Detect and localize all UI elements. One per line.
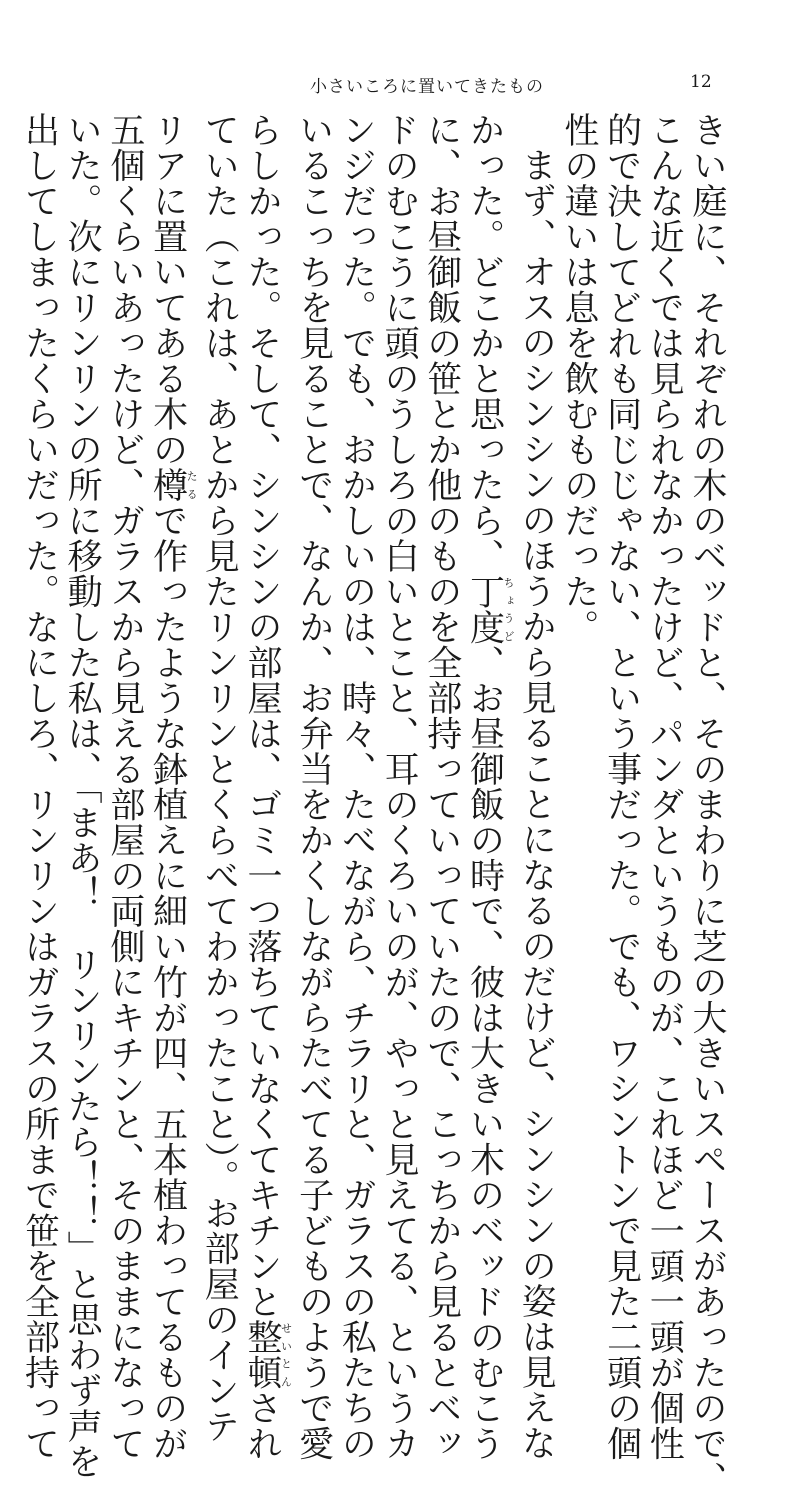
text-line: ンジだった。でも、おかしいのは、時々、たべながら、チラリと、ガラスの私たちの: [336, 112, 377, 1461]
text-line: いた。次にリンリンの所に移動した私は、「まあ！ リンリンたら！！」と思わず声を: [62, 112, 103, 1479]
text-line-paragraph-start: まず、オスのシンシンのほうから見ることになるのだけど、シンシンの姿は見えな: [516, 147, 557, 1461]
ruby-reading: せいとん: [279, 1319, 293, 1390]
page-number: 12: [690, 72, 712, 92]
text-line: 出してしまったくらいだった。なにしろ、リンリンはガラスの所まで笹を全部持って: [19, 112, 60, 1461]
text-segment: で作ったような鉢植えに細い竹が四、五本植わってるものが: [147, 502, 188, 1461]
text-line-with-ruby: [240, 112, 293, 1461]
text-line: きい庭に、それぞれの木のベッドと、そのまわりに芝の大きいスペースがあったので、: [687, 112, 727, 1497]
text-line: ていた（これは、あとから見たリンリンとくらべてわかったこと）。お部屋のインテ: [199, 112, 240, 1444]
text-line: こんな近くでは見られなかったけど、パンダというものが、これほど一頭一頭が個性: [644, 112, 685, 1461]
text-line-with-ruby: [463, 112, 515, 1461]
text-line: ドのむこうに頭のうしろの白いとこと、耳のくろいのが、やっと見えてる、というカ: [379, 112, 420, 1461]
ruby-reading: ちょうど: [501, 573, 515, 645]
ruby-reading: たる: [185, 467, 199, 503]
text-segment: リアに置いてある木の: [147, 112, 188, 467]
text-segment: され: [241, 1390, 282, 1461]
body-text: [19, 112, 728, 1497]
text-segment: 、お昼御飯の時で、彼は大きい木のベッドのむこう: [464, 644, 505, 1461]
ruby-annotation: [147, 467, 199, 503]
ruby-base: 樽: [147, 467, 188, 503]
text-segment: らしかった。そして、シンシンの部屋は、ゴミ一つ落ちていなくてキチンと: [241, 112, 282, 1319]
text-segment: かった。どこかと思ったら、: [464, 112, 505, 574]
text-line: 的で決してどれも同じじゃない、という事だった。でも、ワシントンで見た二頭の個: [601, 112, 642, 1461]
ruby-annotation: [241, 1319, 293, 1390]
ruby-annotation: [464, 573, 515, 645]
running-title: 小さいころに置いてきたもの: [310, 77, 544, 97]
text-line: に、お昼御飯の笹とか他のものを全部持っていっていたので、こっちから見るとベッ: [421, 112, 462, 1461]
ruby-base: 丁度: [464, 573, 505, 645]
text-line-with-ruby: [146, 112, 199, 1461]
text-line: 性の違いは息を飲むものだった。: [558, 112, 599, 645]
ruby-base: 整頓: [241, 1319, 282, 1390]
text-line: いるこっちを見ることで、なんか、お弁当をかくしながらたべてる子どものようで愛: [293, 112, 334, 1461]
text-line: 五個くらいあったけど、ガラスから見える部屋の両側にキチンと、そのままになって: [104, 112, 145, 1461]
